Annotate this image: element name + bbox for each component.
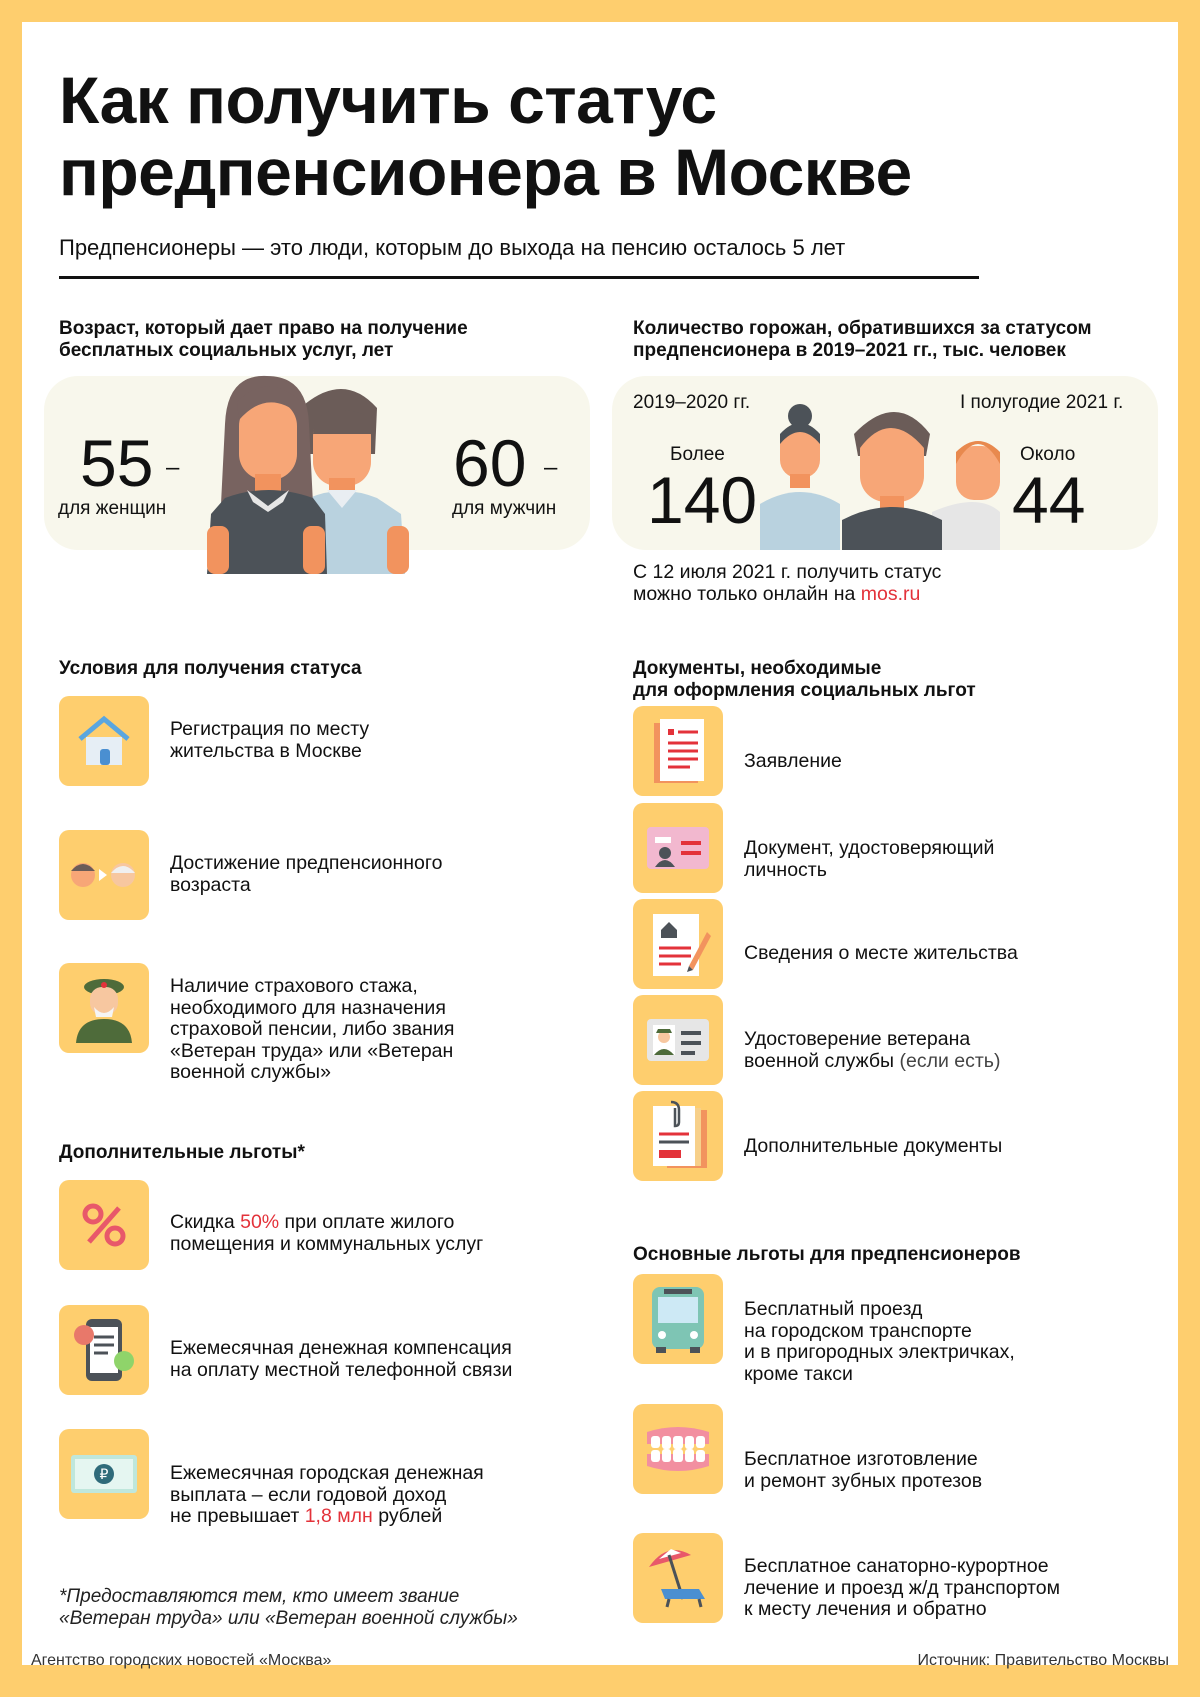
online-note: С 12 июля 2021 г. получить статус можно только онлайн на mos.ru — [633, 561, 942, 605]
benefit-text-transport: Бесплатный проезд на городском транспорте и в пригородных электричках, кроме такси — [744, 1298, 1015, 1385]
footnote: *Предоставляются тем, кто имеет звание «Ветеран труда» или «Ветеран военной службы» — [59, 1586, 518, 1629]
document-text-veteran-card: Удостоверение ветерана военной службы (если есть) — [744, 1028, 1001, 1072]
period-2019-2020: 2019–2020 гг. — [633, 392, 751, 413]
condition-text-veteran: Наличие страхового стажа, необходимого для назначения страховой пенсии, либо звания «Ветеран труда» или «Ветеран военной службы» — [170, 975, 455, 1083]
extra-text-payment: Ежемесячная городская денежная выплата – если годовой доход не превышает 1,8 млн рублей — [170, 1462, 484, 1527]
extra-item-discount — [59, 1180, 149, 1270]
phone-icon — [72, 1315, 136, 1385]
id-card-icon — [645, 823, 711, 873]
benefit-text-dentures: Бесплатное изготовление и ремонт зубных протезов — [744, 1448, 983, 1492]
citizens-value-44: 44 — [1012, 463, 1086, 537]
document-text-additional: Дополнительные документы — [744, 1135, 1003, 1157]
period-2021: I полугодие 2021 г. — [960, 392, 1124, 413]
money-icon — [67, 1449, 141, 1499]
document-item-application — [633, 706, 723, 796]
document-item-veteran-card — [633, 995, 723, 1085]
svg-text:₽: ₽ — [99, 1467, 109, 1483]
veteran-card-icon — [645, 1015, 711, 1065]
main-benefits-heading: Основные льготы для предпенсионеров — [633, 1244, 1021, 1265]
couple-illustration — [205, 374, 425, 594]
document-text-application: Заявление — [744, 750, 842, 772]
men-age-value: 60 — [453, 426, 527, 500]
infographic-card — [22, 22, 1178, 1665]
mos-ru-link[interactable]: mos.ru — [860, 582, 921, 605]
documents-heading: Документы, необходимые для оформления социальных льгот — [633, 658, 976, 701]
document-item-additional — [633, 1091, 723, 1181]
documents-stack-icon — [645, 1100, 711, 1172]
condition-item-age — [59, 830, 149, 920]
citizens-label-about: Около — [1020, 444, 1076, 465]
citizens-value-140: 140 — [647, 463, 758, 537]
percent-icon — [79, 1200, 129, 1250]
extra-item-phone — [59, 1305, 149, 1395]
application-icon — [646, 715, 710, 787]
extra-benefits-heading: Дополнительные льготы* — [59, 1142, 305, 1163]
citizens-label-more: Более — [670, 444, 725, 465]
house-icon — [72, 709, 136, 773]
age-heading: Возраст, который дает право на получение бесплатных социальных услуг, лет — [59, 318, 468, 361]
people-group-illustration — [760, 394, 1000, 550]
bus-icon — [648, 1283, 708, 1355]
condition-text-age: Достижение предпенсионного возраста — [170, 852, 443, 896]
women-age-value: 55 — [80, 426, 154, 500]
women-dash: – — [166, 454, 180, 481]
benefit-item-sanatorium — [633, 1533, 723, 1623]
page-title: Как получить статус предпенсионера в Москве — [59, 63, 912, 209]
extra-text-phone: Ежемесячная денежная компенсация на оплату местной телефонной связи — [170, 1337, 513, 1381]
residence-doc-icon — [645, 908, 711, 980]
men-dash: – — [544, 454, 558, 481]
document-item-residence — [633, 899, 723, 989]
footer-source: Источник: Правительство Москвы — [917, 1652, 1169, 1669]
aging-icon — [69, 855, 139, 895]
benefit-text-sanatorium: Бесплатное санаторно-курортное лечение и проезд ж/д транспортом к месту лечения и обратно — [744, 1555, 1060, 1620]
men-label: для мужчин — [452, 498, 557, 519]
extra-text-discount: Скидка 50% при оплате жилого помещения и коммунальных услуг — [170, 1211, 484, 1255]
subtitle: Предпенсионеры — это люди, которым до выхода на пенсию осталось 5 лет — [59, 234, 979, 279]
women-label: для женщин — [58, 498, 167, 519]
condition-item-veteran — [59, 963, 149, 1053]
dentures-icon — [643, 1424, 713, 1474]
condition-item-registration — [59, 696, 149, 786]
document-item-id — [633, 803, 723, 893]
benefit-item-transport — [633, 1274, 723, 1364]
citizens-heading: Количество горожан, обратившихся за статусом предпенсионера в 2019–2021 гг., тыс. человек — [633, 318, 1092, 361]
document-text-residence: Сведения о месте жительства — [744, 942, 1018, 964]
benefit-item-dentures — [633, 1404, 723, 1494]
veteran-icon — [72, 973, 136, 1043]
condition-text-registration: Регистрация по месту жительства в Москве — [170, 718, 370, 762]
footer-agency: Агентство городских новостей «Москва» — [31, 1652, 332, 1669]
beach-icon — [643, 1543, 713, 1613]
extra-item-payment — [59, 1429, 149, 1519]
conditions-heading: Условия для получения статуса — [59, 658, 362, 679]
document-text-id: Документ, удостоверяющий личность — [744, 837, 995, 881]
